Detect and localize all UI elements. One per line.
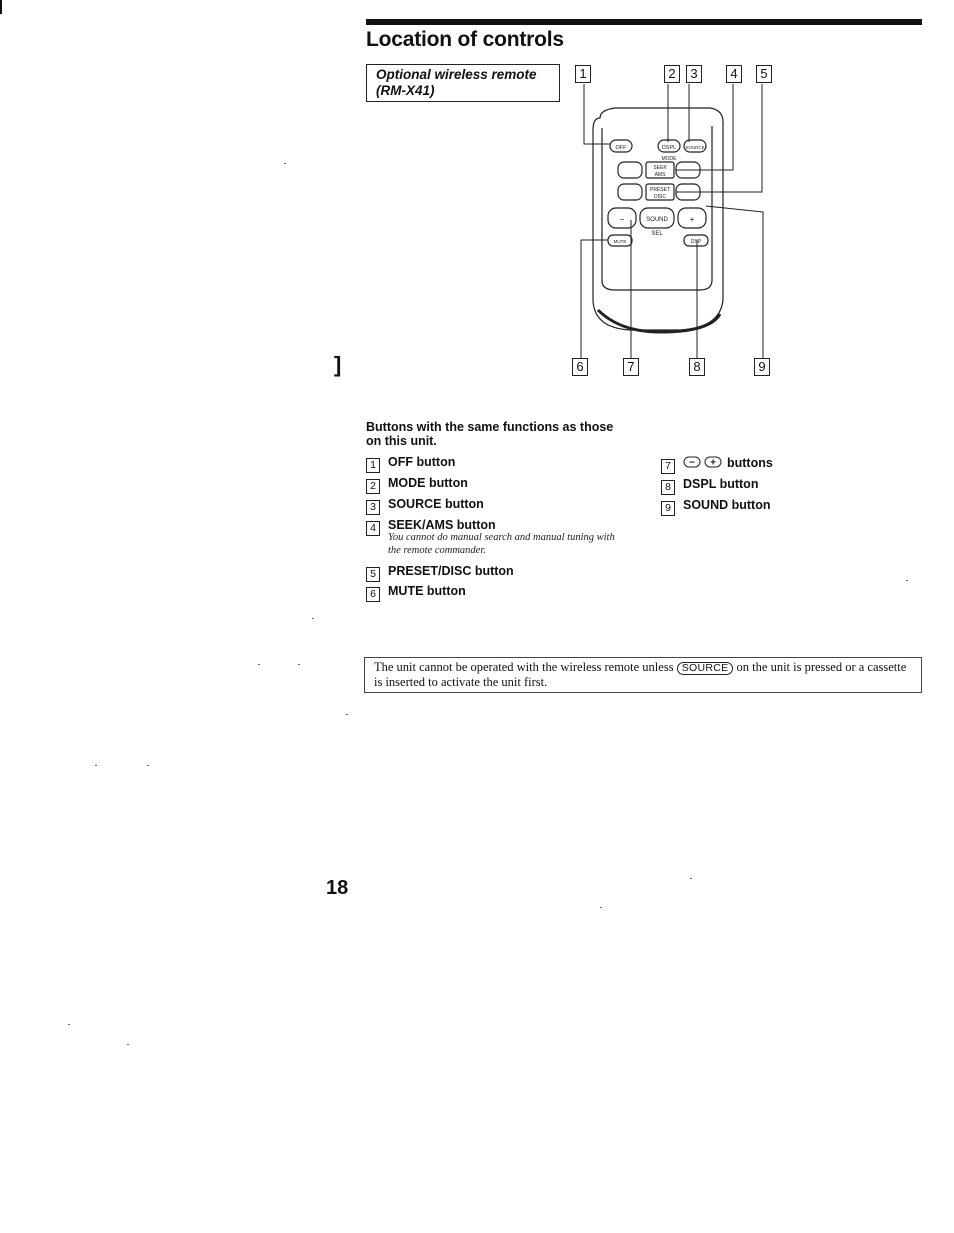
item-label: SOUND button xyxy=(683,498,771,512)
item-label: MODE button xyxy=(388,476,468,490)
leader-6 xyxy=(581,240,608,358)
item-number: 2 xyxy=(366,479,380,494)
plus-key-label: + xyxy=(689,215,695,224)
scan-speck xyxy=(258,664,260,665)
page-title: Location of controls xyxy=(366,28,564,51)
minus-plus-icon xyxy=(683,455,723,469)
header-rule xyxy=(366,19,922,25)
callout-6: 6 xyxy=(572,358,588,376)
list-item-mode xyxy=(366,475,468,493)
list-item-minus-plus xyxy=(661,455,773,473)
notice-box xyxy=(364,657,922,693)
mode-key-label: MODE xyxy=(661,156,677,162)
item-number: 1 xyxy=(366,458,380,473)
svg-text:−: − xyxy=(689,457,695,469)
list-item-preset-disc xyxy=(366,563,514,581)
callout-7: 7 xyxy=(623,358,639,376)
preset-left-shape xyxy=(618,184,642,200)
callout-9: 9 xyxy=(754,358,770,376)
section-subtitle-box xyxy=(366,64,560,102)
subtitle-line-1: Optional wireless remote xyxy=(376,67,537,82)
item-number: 3 xyxy=(366,500,380,515)
scan-speck xyxy=(284,163,286,164)
dsp-key-label: DSP xyxy=(690,239,702,245)
item-number: 7 xyxy=(661,459,675,474)
sel-key-label: SEL xyxy=(651,231,663,237)
item-label: SEEK/AMS button xyxy=(388,518,496,532)
callout-4: 4 xyxy=(726,65,742,83)
source-key-label: SOURCE xyxy=(685,145,705,150)
preset-key-label: PRESET xyxy=(649,187,671,193)
item-label: DSPL button xyxy=(683,477,759,491)
callout-2: 2 xyxy=(664,65,680,83)
scan-speck xyxy=(298,664,300,665)
leader-9 xyxy=(706,206,763,358)
scan-speck xyxy=(312,618,314,619)
list-item-off xyxy=(366,454,455,472)
scan-speck xyxy=(690,878,692,879)
notice-text-after: on the unit is pressed or a cassette is inserted to activate the unit first. xyxy=(374,660,907,689)
margin-marker: ] xyxy=(334,352,342,377)
scan-speck xyxy=(600,907,602,908)
seek-ams-note: You cannot do manual search and manual tuning with the remote commander. xyxy=(388,532,615,556)
page-number: 18 xyxy=(326,877,349,899)
notice-text-before: The unit cannot be operated with the wireless remote unless xyxy=(374,660,674,674)
dspl-key-label: DSPL xyxy=(661,145,677,151)
item-number: 6 xyxy=(366,587,380,602)
leader-4 xyxy=(676,84,733,170)
item-label: PRESET/DISC button xyxy=(388,564,514,578)
minus-key-label: − xyxy=(619,215,625,224)
scan-speck xyxy=(147,765,149,766)
callout-3: 3 xyxy=(686,65,702,83)
item-label: buttons xyxy=(727,456,773,470)
item-label: SOURCE button xyxy=(388,497,484,511)
item-number: 5 xyxy=(366,567,380,582)
item-label: MUTE button xyxy=(388,584,466,598)
scan-speck xyxy=(346,714,348,715)
scan-speck xyxy=(906,580,908,581)
remote-base-shadow xyxy=(598,310,720,332)
scan-speck xyxy=(68,1024,70,1025)
leader-1 xyxy=(584,84,610,144)
seek-left-shape xyxy=(618,162,642,178)
scan-speck xyxy=(127,1044,129,1045)
list-item-sound xyxy=(661,497,770,515)
item-number: 8 xyxy=(661,480,675,495)
svg-text:+: + xyxy=(710,457,716,469)
disc-key-label: DISC xyxy=(654,194,666,200)
source-key-badge: SOURCE xyxy=(677,662,734,675)
list-item-dspl xyxy=(661,476,758,494)
seek-key-label: SEEK xyxy=(653,165,667,171)
mute-key-label: MUTE xyxy=(613,239,627,244)
scan-edge-mark xyxy=(0,0,2,14)
scan-speck xyxy=(95,765,97,766)
list-item-mute xyxy=(366,583,466,601)
sound-key-label: SOUND xyxy=(646,217,668,223)
item-label: OFF button xyxy=(388,455,456,469)
callout-1: 1 xyxy=(575,65,591,83)
ams-key-label: AMS xyxy=(654,172,666,178)
subtitle-line-2: (RM-X41) xyxy=(376,83,435,98)
remote-diagram xyxy=(560,60,790,390)
callout-8: 8 xyxy=(689,358,705,376)
callout-5: 5 xyxy=(756,65,772,83)
off-key-label: OFF xyxy=(615,145,627,151)
item-number: 4 xyxy=(366,521,380,536)
list-heading: Buttons with the same functions as those on this unit. xyxy=(366,420,614,448)
list-item-source xyxy=(366,496,484,514)
remote-illustration xyxy=(560,60,790,390)
item-number: 9 xyxy=(661,501,675,516)
